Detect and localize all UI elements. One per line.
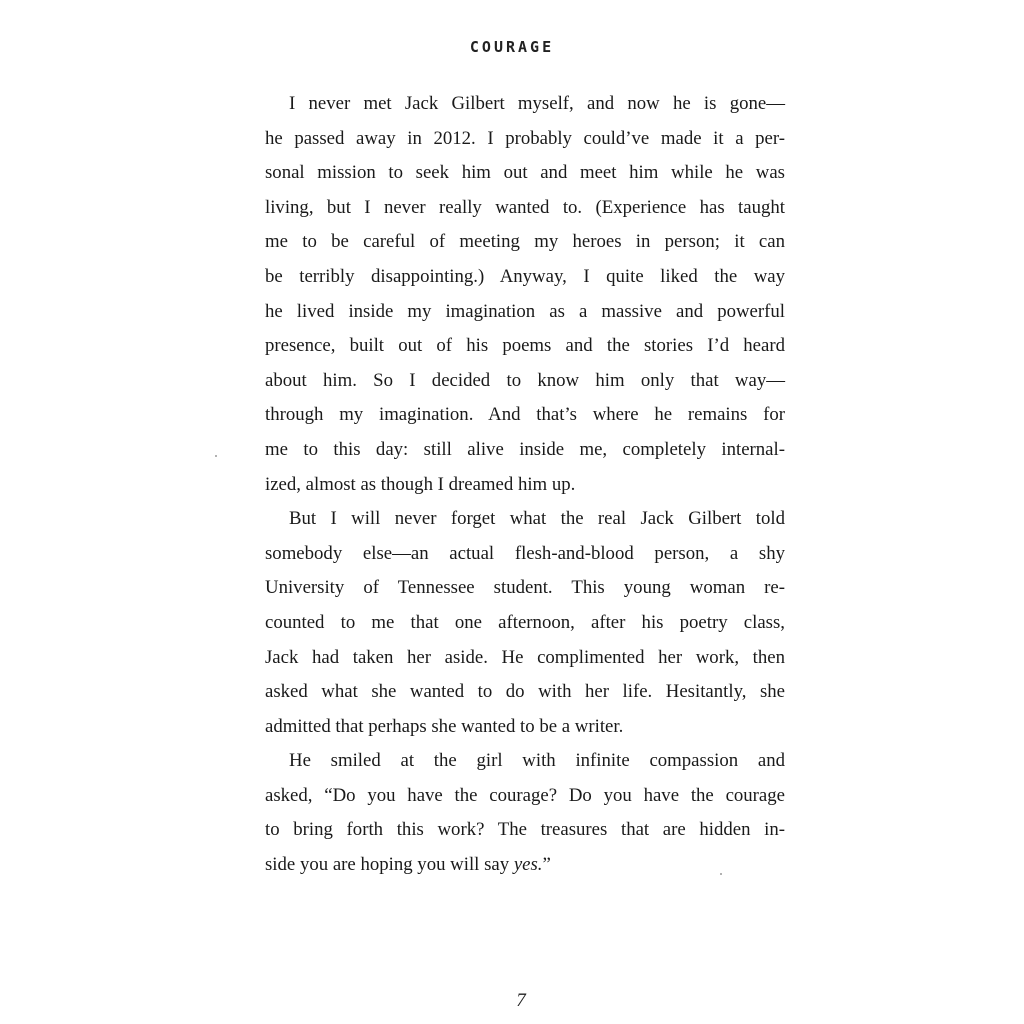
text-line: Jack had taken her aside. He complimented her work, then — [265, 646, 785, 668]
text-line: I never met Jack Gilbert myself, and now he is gone— — [289, 93, 785, 114]
text-line: asked, “Do you have the courage? Do you have the courage — [265, 784, 785, 806]
text-line: me to this day: still alive inside me, completely internal- — [265, 438, 785, 460]
text-line: admitted that perhaps she wanted to be a writer. — [265, 715, 624, 737]
text-line: asked what she wanted to do with her life. Hesitantly, she — [265, 681, 785, 703]
closing-quote: ” — [542, 854, 551, 876]
scan-speck — [720, 873, 722, 875]
text-line: But I will never forget what the real Jack Gilbert told — [289, 508, 785, 530]
emphasized-word: yes. — [513, 854, 543, 876]
text-line: living, but I never really wanted to. (Experience has taught — [265, 196, 785, 218]
text-line: University of Tennessee student. This young woman re- — [265, 577, 785, 599]
running-head: COURAGE — [469, 38, 555, 56]
text-line: he passed away in 2012. I probably could’ve made it a per- — [265, 127, 785, 149]
body-text — [265, 87, 785, 883]
text-line: through my imagination. And that’s where he remains for — [265, 404, 785, 426]
text-line: He smiled at the girl with infinite compassion and — [289, 750, 785, 772]
text-line: he lived inside my imagination as a massive and powerful — [265, 300, 785, 322]
page-number: 7 — [516, 990, 526, 1011]
text-line: me to be careful of meeting my heroes in person; it can — [265, 231, 785, 253]
text-line: counted to me that one afternoon, after his poetry class, — [265, 611, 785, 633]
text-line: sonal mission to seek him out and meet him while he was — [265, 162, 785, 184]
text-line: ized, almost as though I dreamed him up. — [265, 473, 576, 495]
closing-text: side you are hoping you will say — [265, 854, 514, 876]
text-line: presence, built out of his poems and the stories I’d heard — [265, 335, 785, 357]
text-line: somebody else—an actual flesh-and-blood person, a shy — [265, 542, 785, 564]
text-line — [265, 848, 785, 883]
scan-speck — [215, 455, 217, 457]
text-line: about him. So I decided to know him only that way— — [265, 369, 785, 391]
text-line: to bring forth this work? The treasures that are hidden in- — [265, 819, 785, 841]
text-line: be terribly disappointing.) Anyway, I quite liked the way — [265, 265, 785, 287]
